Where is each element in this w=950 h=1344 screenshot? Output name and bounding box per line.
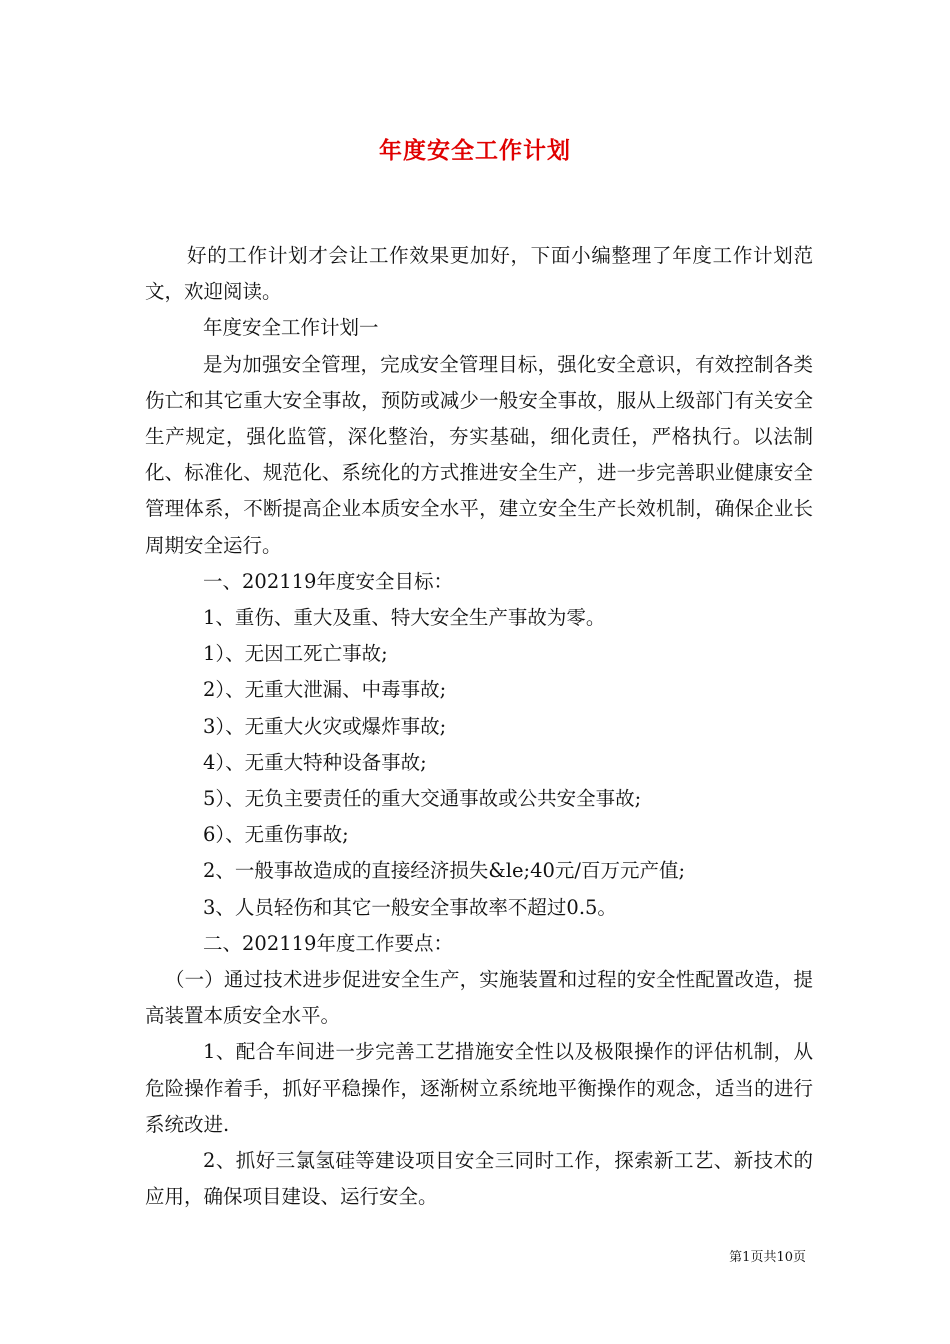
document-body <box>145 238 813 1215</box>
page-number: 第1页共10页 <box>729 1250 806 1265</box>
paragraph-intro: 好的工作计划才会让工作效果更加好，下面小编整理了年度工作计划范文，欢迎阅读。 <box>145 244 813 304</box>
list-item: 2、一般事故造成的直接经济损失&le;40元/百万元产值; <box>203 859 686 883</box>
list-item: 3）、无重大火灾或爆炸事故; <box>203 714 447 738</box>
paragraph-subsection: （一）通过技术进步促进安全生产，实施装置和过程的安全性配置改造，提高装置本质安全水平。 <box>145 968 813 1028</box>
list-item: 2）、无重大泄漏、中毒事故; <box>203 678 447 702</box>
paragraph-item: 1、配合车间进一步完善工艺措施安全性以及极限操作的评估机制，从危险操作着手，抓好平稳操作，逐渐树立系统地平衡操作的观念，适当的进行系统改进. <box>145 1040 813 1136</box>
section-heading: 一、202119年度安全目标： <box>203 569 453 593</box>
list-item: 4）、无重大特种设备事故; <box>203 750 427 774</box>
list-item: 3、人员轻伤和其它一般安全事故率不超过0.5。 <box>203 895 617 919</box>
paragraph-item: 2、抓好三氯氢硅等建设项目安全三同时工作，探索新工艺、新技术的应用，确保项目建设、运行安全。 <box>145 1149 813 1209</box>
section-heading: 年度安全工作计划一 <box>203 316 379 340</box>
list-item: 6）、无重伤事故; <box>203 823 349 847</box>
list-item: 5）、无负主要责任的重大交通事故或公共安全事故; <box>203 787 642 811</box>
list-item: 1、重伤、重大及重、特大安全生产事故为零。 <box>203 606 606 630</box>
document-title: 年度安全工作计划 <box>379 137 571 164</box>
list-item: 1）、无因工死亡事故; <box>203 642 388 666</box>
paragraph-purpose: 是为加强安全管理，完成安全管理目标，强化安全意识，有效控制各类伤亡和其它重大安全事故，预防或减少一般安全事故，服从上级部门有关安全生产规定，强化监管，深化整治，夯实基础，细化责任，严格执行。以法制化、标准化、规范化、系统化的方式推进安全生产，进一步完善职业健康安全管理体系，不断提高企业本质安全水平，建立安全生产长效机制，确保企业长周期安全运行。 <box>145 352 813 557</box>
section-heading: 二、202119年度工作要点： <box>203 931 453 955</box>
